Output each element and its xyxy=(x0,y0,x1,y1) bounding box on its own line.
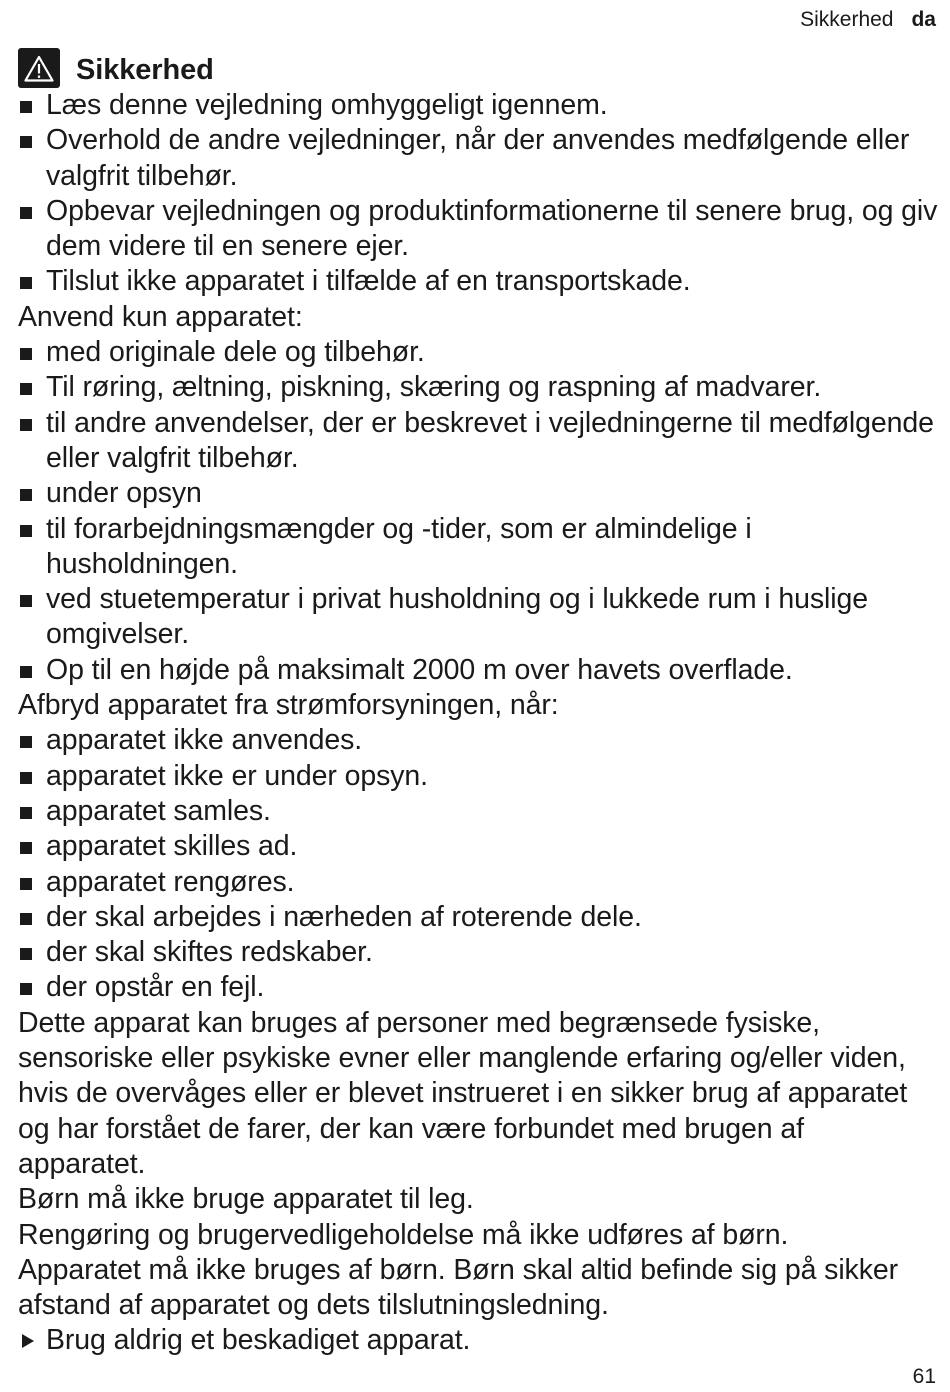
list-item: til forarbejdningsmængder og -tider, som er almindelige i husholdningen. xyxy=(18,512,938,583)
list-item: Tilslut ikke apparatet i tilfælde af en transportskade. xyxy=(18,264,938,299)
paragraph: Dette apparat kan bruges af personer med begrænsede fysiske, sensoriske eller psykiske evner eller manglende erfaring og/eller viden, hvis de overvåges eller er blevet instrueret i en sikker brug af apparatet og har forstået de farer, der kan være forbundet med brugen af apparatet. xyxy=(18,1006,908,1180)
list-item: Op til en højde på maksimalt 2000 m over havets overflade. xyxy=(18,653,938,688)
running-head xyxy=(800,6,936,34)
list-item: ved stuetemperatur i privat husholdning og i lukkede rum i huslige omgivelser. xyxy=(18,582,938,653)
list-item: Til røring, æltning, piskning, skæring og raspning af madvarer. xyxy=(18,370,938,405)
list-item: til andre anvendelser, der er beskrevet i vejledningerne til medfølgende eller valgfrit tilbehør. xyxy=(18,406,938,477)
list-item: Overhold de andre vejledninger, når der anvendes medfølgende eller valgfrit tilbehør. xyxy=(18,123,938,194)
arrow-right-icon xyxy=(22,1334,34,1348)
list-item: apparatet skilles ad. xyxy=(18,829,938,864)
list-item: Opbevar vejledningen og produktinformationerne til senere brug, og giv dem videre til en senere ejer. xyxy=(18,194,938,265)
list-item: apparatet rengøres. xyxy=(18,865,938,900)
list-item: der skal skiftes redskaber. xyxy=(18,935,938,970)
list-item: Læs denne vejledning omhyggeligt igennem. xyxy=(18,88,938,123)
running-head-section: Sikkerhed xyxy=(800,8,894,31)
section-title: Sikkerhed xyxy=(76,54,214,86)
list-item: under opsyn xyxy=(18,476,938,511)
page-number: 61 xyxy=(912,1365,936,1388)
section-heading xyxy=(18,48,938,88)
list-item: der skal arbejdes i nærheden af roterende dele. xyxy=(18,900,938,935)
list-item: apparatet ikke anvendes. xyxy=(18,723,938,758)
safety-section xyxy=(18,48,938,1359)
list-item: apparatet ikke er under opsyn. xyxy=(18,759,938,794)
paragraph: Apparatet må ikke bruges af børn. Børn skal altid befinde sig på sikker afstand af apparatet og dets tilslutningsledning. xyxy=(18,1253,898,1322)
list-item: apparatet samles. xyxy=(18,794,938,829)
paragraph: Børn må ikke bruge apparatet til leg. xyxy=(18,1183,474,1216)
list-item: med originale dele og tilbehør. xyxy=(18,335,938,370)
list-item: der opstår en fejl. xyxy=(18,970,938,1005)
paragraph: Rengøring og brugervedligeholdelse må ikke udføres af børn. xyxy=(18,1218,789,1251)
paragraph: Anvend kun apparatet: xyxy=(18,300,303,333)
running-head-language: da xyxy=(911,8,936,31)
instruction-step xyxy=(18,1323,938,1358)
instruction-text: Brug aldrig et beskadiget apparat. xyxy=(46,1324,471,1357)
warning-triangle-icon xyxy=(18,48,60,88)
paragraph: Afbryd apparatet fra strømforsyningen, når: xyxy=(18,689,559,722)
